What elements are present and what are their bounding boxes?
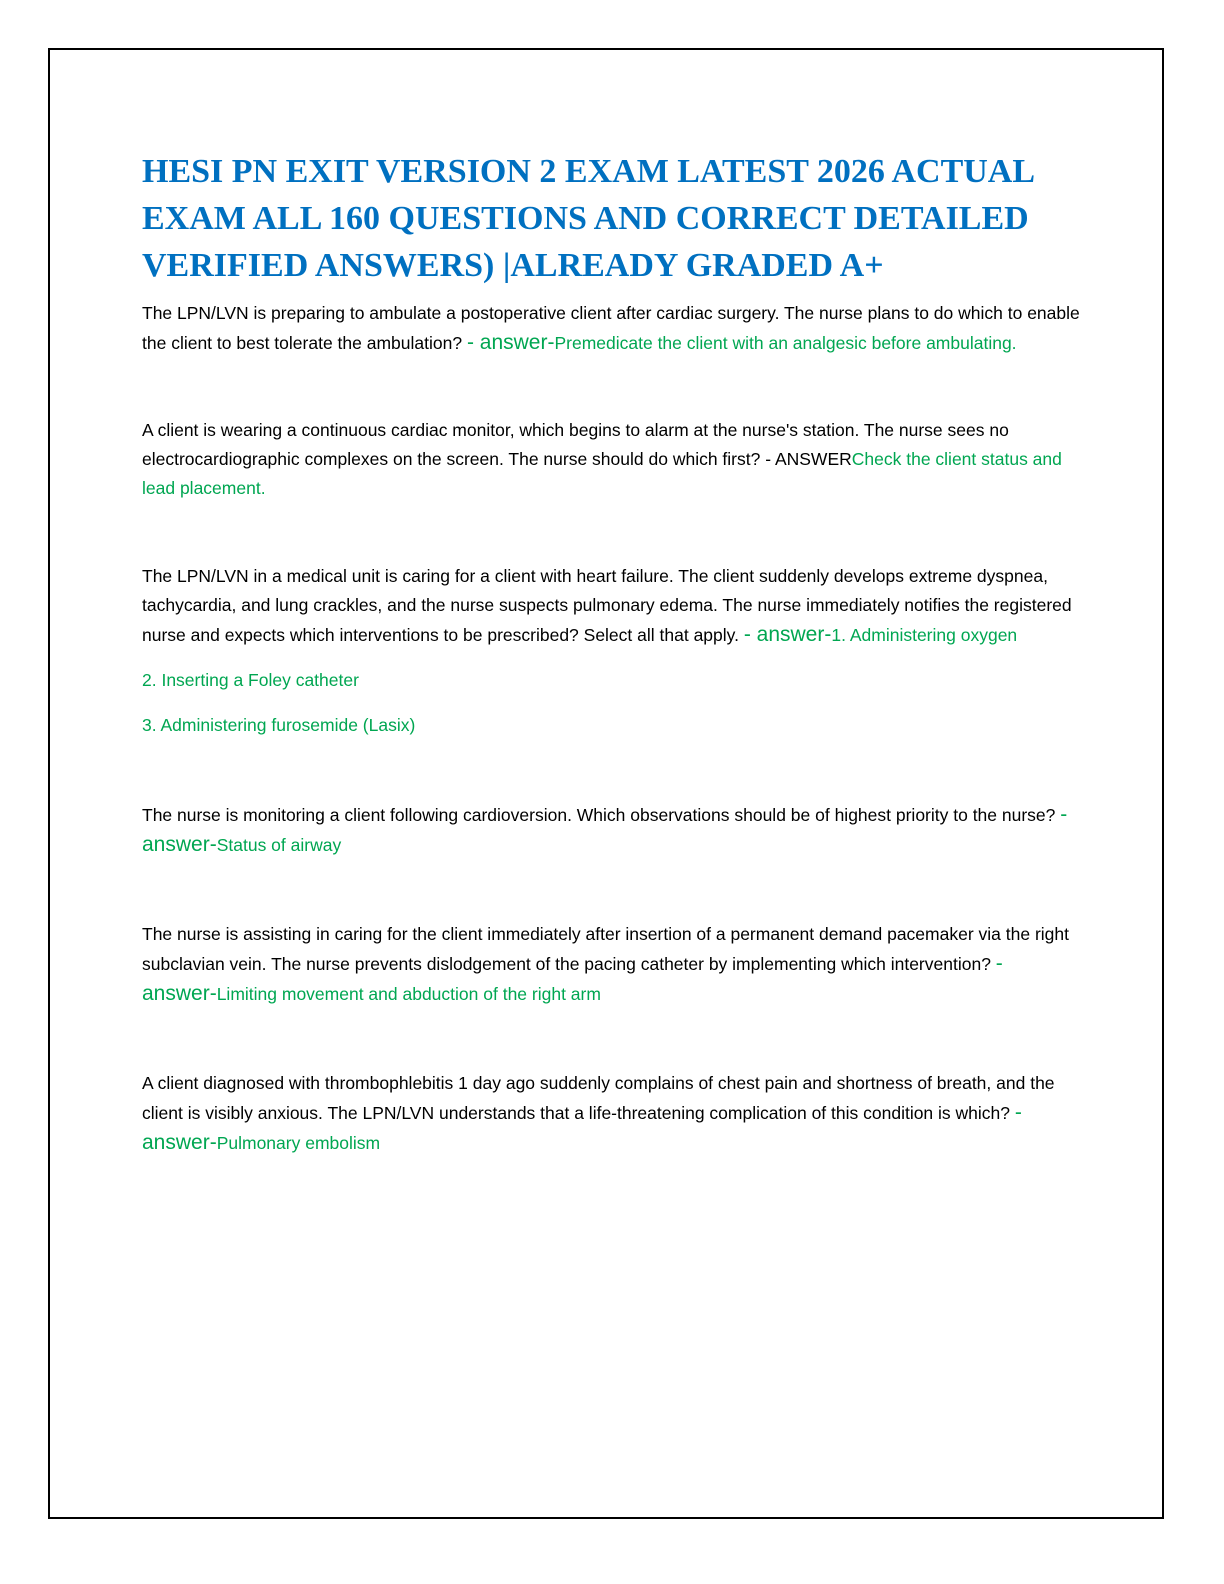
answer-list-item: 3. Administering furosemide (Lasix) <box>142 715 416 735</box>
question-text: The LPN/LVN in a medical unit is caring for a client with heart failure. The client suddenly develops extreme dyspnea, tachycardia, and lung crackles, and the nurse suspects pulmonary edema. The nurse immediately notifies the registered nurse and expects which interventions to be prescribed? Select all that apply. <box>142 566 1072 645</box>
qa-item-3 <box>142 562 1082 650</box>
answer-text: Limiting movement and abduction of the right arm <box>216 984 601 1004</box>
question-text: The nurse is assisting in caring for the client immediately after insertion of a permanent demand pacemaker via the right subclavian vein. The nurse prevents dislodgement of the pacing catheter by implementing which intervention? <box>142 924 1069 974</box>
qa-item-2 <box>142 416 1082 503</box>
question-text: The LPN/LVN is preparing to ambulate a postoperative client after cardiac surgery. The nurse plans to do which to enable the client to best tolerate the ambulation? <box>142 303 1080 353</box>
answer-marker: - answer- <box>466 331 555 354</box>
qa-item-4 <box>142 800 1082 860</box>
question-text: A client diagnosed with thrombophlebitis 1 day ago suddenly complains of chest pain and shortness of breath, and the client is visibly anxious. The LPN/LVN understands that a life-threatening complication of this condition is which? <box>142 1073 1055 1123</box>
question-text: A client is wearing a continuous cardiac monitor, which begins to alarm at the nurse's station. The nurse sees no electrocardiographic complexes on the screen. The nurse should do which first? <box>142 420 1009 469</box>
answer-marker: - answer- <box>142 952 1003 1005</box>
answer-text: Premedicate the client with an analgesic before ambulating. <box>554 333 1017 353</box>
document-title: HESI PN EXIT VERSION 2 EXAM LATEST 2026 ACTUAL EXAM ALL 160 QUESTIONS AND CORRECT DETAILED VERIFIED ANSWERS) |ALREADY GRADED A+ <box>142 153 1034 284</box>
document-content <box>142 148 1082 1158</box>
answer-text: Pulmonary embolism <box>216 1133 381 1153</box>
answer-text: Status of airway <box>216 835 342 855</box>
answer-marker: - answer- <box>142 803 1068 856</box>
answer-text: Check the client status and lead placement. <box>142 449 1062 498</box>
answer-list-item: 2. Inserting a Foley catheter <box>142 670 359 690</box>
answer-marker: - ANSWER <box>765 449 852 469</box>
qa-item-1 <box>142 299 1082 358</box>
answer-marker: - answer- <box>142 1101 1022 1154</box>
qa-item-5 <box>142 920 1082 1009</box>
qa-item-6 <box>142 1069 1082 1158</box>
question-text: The nurse is monitoring a client following cardioversion. Which observations should be of highest priority to the nurse? <box>142 805 1061 825</box>
answer-text: 1. Administering oxygen <box>831 625 1018 645</box>
answer-marker: - answer- <box>743 623 832 646</box>
